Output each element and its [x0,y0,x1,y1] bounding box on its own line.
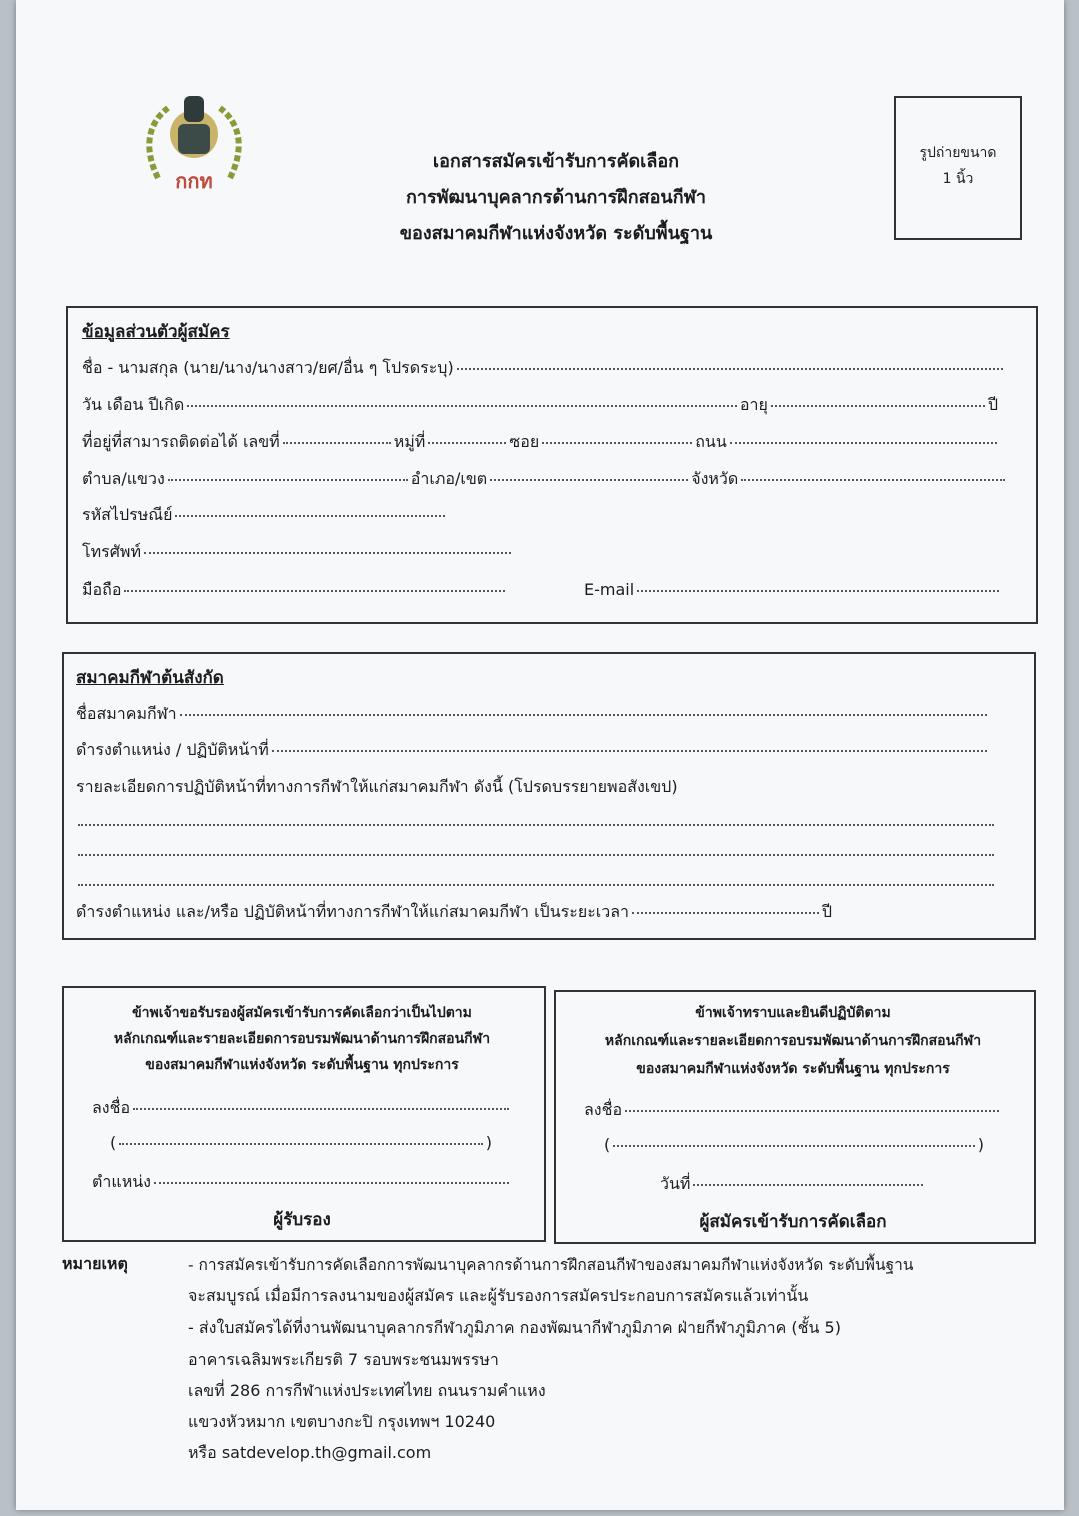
endorser-position-row[interactable] [92,1170,512,1195]
moo-label: หมู่ที่ [393,432,426,451]
form-sheet [16,0,1064,1510]
soi-label: ซอย [509,432,540,451]
endorser-name-field[interactable] [119,1143,483,1145]
postcode-label: รหัสไปรษณีย์ [82,505,173,524]
applicant-name-row[interactable] [604,1135,984,1154]
endorser-sign-label: ลงชื่อ [92,1098,131,1117]
details-label: รายละเอียดการปฏิบัติหน้าที่ทางการกีฬาให้แก่สมาคมกีฬา ดังนี้ (โปรดบรรยายพอสังเขป) [76,777,678,796]
province-field[interactable] [741,479,1005,481]
endorser-name-row[interactable] [110,1133,492,1152]
moo-field[interactable] [428,442,506,444]
association-name-label: ชื่อสมาคมกีฬา [76,704,177,723]
note-line: - การสมัครเข้ารับการคัดเลือกการพัฒนาบุคลากรด้านการฝึกสอนกีฬาของสมาคมกีฬาแห่งจังหวัด ระดับพื้นฐาน [188,1256,914,1274]
phone-field[interactable] [144,552,511,554]
position-field[interactable] [272,750,987,752]
applicant-sign-row[interactable] [584,1098,1002,1123]
logo-text: กกท [175,169,213,193]
title-line-2: การพัฒนาบุคลากรด้านการฝึกสอนกีฬา [405,187,706,208]
duration-field[interactable] [632,912,819,914]
postcode-row[interactable] [82,503,448,528]
association-name-field[interactable] [180,714,987,716]
applicant-sign-field[interactable] [625,1110,999,1112]
endorser-position-field[interactable] [154,1182,509,1184]
applicant-sign-label: ลงชื่อ [584,1100,623,1119]
photo-label-1: รูปถ่ายขนาด [919,145,997,161]
details-line[interactable] [78,854,994,856]
email-row[interactable] [584,580,1002,599]
sat-logo [138,88,250,204]
open-paren: ( [110,1133,117,1152]
duration-label: ดำรงตำแหน่ง และ/หรือ ปฏิบัติหน้าที่ทางการกีฬาให้แก่สมาคมกีฬา เป็นระยะเวลา [76,902,630,921]
soi-field[interactable] [542,442,692,444]
endorser-line-1: ข้าพเจ้าขอรับรองผู้สมัครเข้ารับการคัดเลือกว่าเป็นไปตาม [132,1005,472,1021]
endorser-line-3: ของสมาคมกีฬาแห่งจังหวัด ระดับพื้นฐาน ทุกประการ [145,1057,459,1073]
endorser-sign-field[interactable] [133,1108,509,1110]
age-year-label: ปี [987,395,998,414]
notes-label: หมายเหตุ [62,1254,128,1273]
photo-box [894,96,1022,240]
details-line[interactable] [78,824,994,826]
association-heading: สมาคมกีฬาต้นสังกัด [76,668,224,688]
position-row[interactable] [76,738,990,763]
endorser-role: ผู้รับรอง [273,1210,331,1230]
phone-label: โทรศัพท์ [82,542,141,561]
applicant-date-label: วันที่ [660,1174,691,1193]
endorser-sign-row[interactable] [92,1096,512,1121]
name-label: ชื่อ - นามสกุล (นาย/นาง/นางสาว/ยศ/อื่น ๆ โปรดระบุ) [82,358,454,377]
note-line: - ส่งใบสมัครได้ที่งานพัฒนาบุคลากรกีฬาภูมิภาค กองพัฒนากีฬาภูมิภาค ฝ่ายกีฬาภูมิภาค (ชั้น 5) [188,1318,841,1337]
address-label: ที่อยู่ที่สามารถติดต่อได้ เลขที่ [82,432,280,451]
birth-row[interactable] [82,393,998,418]
open-paren: ( [604,1135,611,1154]
applicant-line-1: ข้าพเจ้าทราบและยินดีปฏิบัติตาม [695,1005,891,1021]
photo-label-2: 1 นิ้ว [942,171,974,187]
birth-label: วัน เดือน ปีเกิด [82,395,185,414]
endorser-line-2: หลักเกณฑ์และรายละเอียดการอบรมพัฒนาด้านการฝึกสอนกีฬา [113,1031,491,1047]
email-label: E-mail [584,580,635,599]
personal-heading: ข้อมูลส่วนตัวผู้สมัคร [82,322,230,342]
association-name-row[interactable] [76,702,990,727]
note-line: เลขที่ 286 การกีฬาแห่งประเทศไทย ถนนรามคำแหง [188,1381,546,1400]
tambon-label: ตำบล/แขวง [82,469,165,488]
note-email-line: หรือ satdevelop.th@gmail.com [188,1443,432,1462]
road-label: ถนน [695,432,727,451]
amphoe-label: อำเภอ/เขต [410,469,488,488]
district-row[interactable] [82,467,1008,492]
amphoe-field[interactable] [490,479,688,481]
mobile-row[interactable] [82,578,508,603]
applicant-line-3: ของสมาคมกีฬาแห่งจังหวัด ระดับพื้นฐาน ทุกประการ [636,1061,950,1077]
title-line-1: เอกสารสมัครเข้ารับการคัดเลือก [432,151,680,172]
position-label: ดำรงตำแหน่ง / ปฏิบัติหน้าที่ [76,740,269,759]
duration-row[interactable] [76,900,832,925]
name-row[interactable] [82,356,1006,381]
personal-info-section [66,306,1038,624]
email-field[interactable] [637,590,999,592]
applicant-date-field[interactable] [693,1184,923,1186]
duration-year-label: ปี [821,902,832,921]
address-row[interactable] [82,430,1000,455]
applicant-line-2: หลักเกณฑ์และรายละเอียดการอบรมพัฒนาด้านการฝึกสอนกีฬา [604,1033,982,1049]
applicant-name-field[interactable] [613,1145,975,1147]
applicant-date-row[interactable] [660,1172,926,1197]
endorser-position-label: ตำแหน่ง [92,1172,151,1191]
birth-field[interactable] [187,405,737,407]
details-line[interactable] [78,884,994,886]
note-line: แขวงหัวหมาก เขตบางกะปิ กรุงเทพฯ 10240 [188,1412,496,1431]
name-field[interactable] [457,368,1003,370]
mobile-label: มือถือ [82,580,122,599]
note-line: อาคารเฉลิมพระเกียรติ 7 รอบพระชนมพรรษา [188,1350,499,1369]
phone-row[interactable] [82,540,514,565]
title-line-3: ของสมาคมกีฬาแห่งจังหวัด ระดับพื้นฐาน [399,223,713,244]
applicant-role: ผู้สมัครเข้ารับการคัดเลือก [699,1212,887,1232]
province-label: จังหวัด [691,469,739,488]
mobile-field[interactable] [124,590,505,592]
close-paren: ) [485,1133,492,1152]
road-field[interactable] [730,442,997,444]
age-field[interactable] [771,405,985,407]
close-paren: ) [977,1135,984,1154]
note-line: จะสมบูรณ์ เมื่อมีการลงนามของผู้สมัคร และผู้รับรองการสมัครประกอบการสมัครแล้วเท่านั้น [188,1286,809,1305]
age-label: อายุ [739,395,768,414]
address-number-field[interactable] [283,442,391,444]
tambon-field[interactable] [168,479,408,481]
postcode-field[interactable] [175,515,445,517]
